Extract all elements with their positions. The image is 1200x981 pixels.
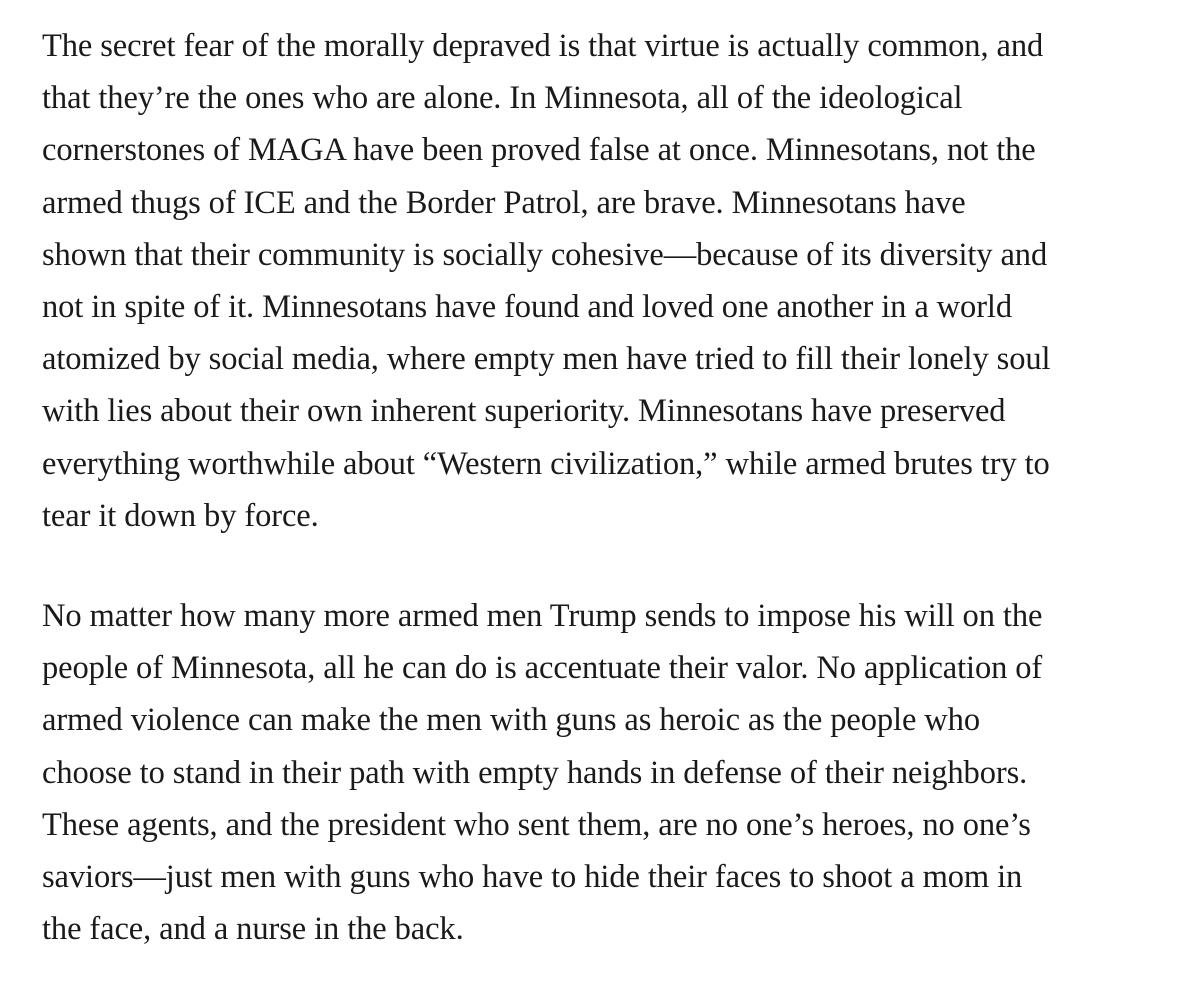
article-paragraph [42,20,1162,542]
paragraph-line: saviors—just men with guns who have to hide their faces to shoot a mom in [42,859,1023,896]
paragraph-line: shown that their community is socially cohesive—because of its diversity and [42,236,1048,273]
paragraph-line: cornerstones of MAGA have been proved false at once. Minnesotans, not the [42,132,1036,169]
paragraph-line: not in spite of it. Minnesotans have found and loved one another in a world [42,289,1013,326]
paragraph-line: No matter how many more armed men Trump sends to impose his will on the [42,598,1043,635]
paragraph-line: with lies about their own inherent superiority. Minnesotans have preserved [42,393,1006,430]
paragraph-line: people of Minnesota, all he can do is accentuate their valor. No application of [42,650,1043,687]
article-body [42,20,1162,955]
paragraph-line: the face, and a nurse in the back. [42,911,464,948]
paragraph-line: choose to stand in their path with empty hands in defense of their neighbors. [42,754,1028,791]
paragraph-line: everything worthwhile about “Western civilization,” while armed brutes try to [42,445,1050,482]
paragraph-line: These agents, and the president who sent them, are no one’s heroes, no one’s [42,806,1031,843]
paragraph-line: armed violence can make the men with guns as heroic as the people who [42,702,980,739]
paragraph-line: armed thugs of ICE and the Border Patrol, are brave. Minnesotans have [42,184,966,221]
paragraph-line: that they’re the ones who are alone. In Minnesota, all of the ideological [42,80,963,117]
paragraph-line: tear it down by force. [42,497,319,534]
article-paragraph [42,590,1162,955]
paragraph-line: atomized by social media, where empty men have tried to fill their lonely soul [42,341,1051,378]
paragraph-line: The secret fear of the morally depraved is that virtue is actually common, and [42,28,1044,64]
